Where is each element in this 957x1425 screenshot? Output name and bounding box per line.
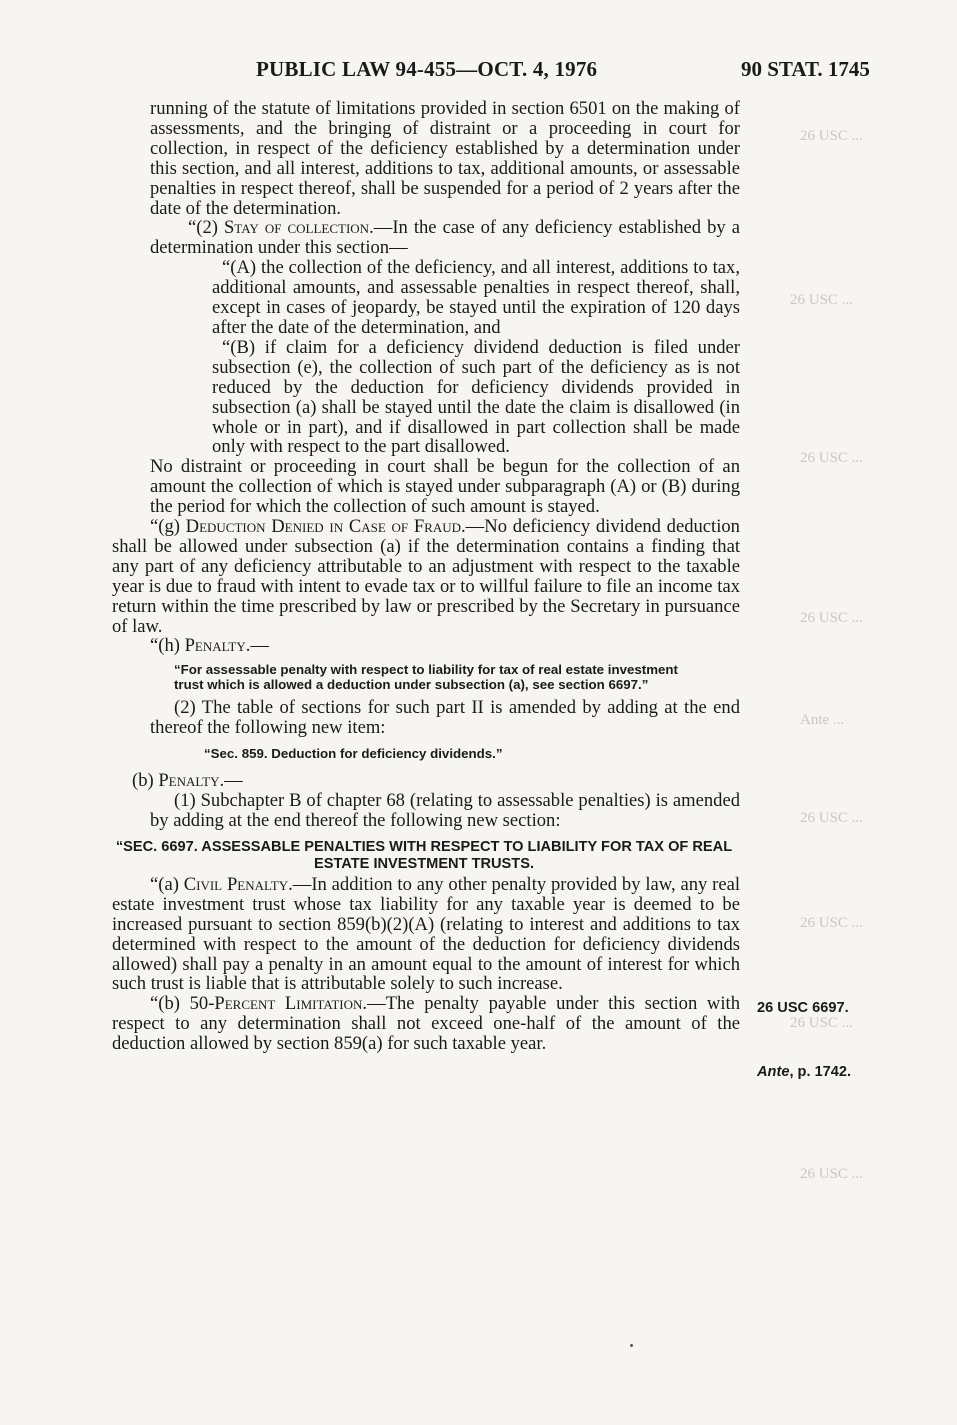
heading-civil-penalty: Civil Penalty. bbox=[183, 873, 293, 895]
paragraph-table-of-sections: (2) The table of sections for such part II is amended by adding at the end thereof the following new item: bbox=[150, 697, 740, 739]
bleed-through-text: 26 USC ... bbox=[800, 1166, 863, 1182]
note-section-859: “Sec. 859. Deduction for deficiency dividends.” bbox=[204, 746, 503, 762]
bleed-through-text: 26 USC ... bbox=[800, 450, 863, 466]
paragraph-b-limitation: “(b) 50-Percent Limitation.—The penalty payable under this section with respect to any determination shall not exceed one-half of the amount of the deduction allowed by section 859(a) for such taxable year. bbox=[112, 993, 740, 1055]
heading-penalty-h: Penalty. bbox=[184, 635, 251, 657]
paragraph-statute: running of the statute of limitations provided in section 6501 on the making of assessments, and the bringing of distraint or a proceeding in court for collection, in respect of the deficiency established by a determination under this section, and all interest, additions to tax, additional amounts, or assessable penalties in respect thereof, shall be suspended for a period of 2 years after the date of the determination. bbox=[150, 98, 740, 219]
page-header-stat: 90 STAT. 1745 bbox=[741, 57, 870, 81]
paragraph-no-distraint: No distraint or proceeding in court shall be begun for the collection of an amount the collection of which is stayed under subparagraph (A) or (B) during the period for which the collection of such amount is stayed. bbox=[150, 456, 740, 518]
heading-limitation: 50-Percent Limitation. bbox=[189, 993, 368, 1015]
subparagraph-b: “(B) if claim for a deficiency dividend deduction is filed under subsection (e), the collection of such part of the deficiency as is not reduced by the deduction for deficiency dividends provided in subsection (a) shall be stayed until the date the claim is disallowed (in whole or in part), and if disallowed in part collection shall be made only with respect to the part disallowed. bbox=[212, 336, 740, 458]
paragraph-subchapter-b: (1) Subchapter B of chapter 68 (relating to assessable penalties) is amended by adding at the end thereof the following new section: bbox=[150, 790, 740, 831]
bleed-through-text: 26 USC ... bbox=[800, 915, 863, 931]
bleed-through-text: 26 USC ... bbox=[800, 810, 863, 826]
bleed-through-text: 26 USC ... bbox=[790, 292, 853, 308]
paragraph-stay-of-collection: “(2) Stay of collection.—In the case of any deficiency established by a determination under this section— bbox=[150, 217, 740, 259]
body-text bbox=[112, 99, 740, 1054]
heading-fraud: Deduction Denied in Case of Fraud. bbox=[185, 516, 466, 538]
note-assessable-penalty: “For assessable penalty with respect to liability for tax of real estate investment trust which is allowed a deduction under subsection (a), see section 6697.” bbox=[174, 662, 678, 693]
bleed-through-text: 26 USC ... bbox=[800, 610, 863, 626]
heading-stay-of-collection: Stay of collection. bbox=[223, 217, 374, 239]
paragraph-b-penalty: (b) Penalty.— bbox=[132, 770, 243, 792]
paragraph-g-fraud: “(g) Deduction Denied in Case of Fraud.—No deficiency dividend deduction shall be allowed under subsection (a) if the determination contains a finding that any part of any deficiency attributable to an adjustment with respect to the taxable year is due to fraud with intent to evade tax or to willful failure to file an income tax return within the time prescribed by law or prescribed by the Secretary in pursuance of law. bbox=[112, 516, 740, 637]
margin-note-ante: Ante, p. 1742. bbox=[757, 1064, 852, 1080]
bleed-through-text: 26 USC ... bbox=[790, 1015, 853, 1031]
subparagraph-a: “(A) the collection of the deficiency, and all interest, additions to tax, additional amounts, and assessable penalties in respect thereof, shall, except in cases of jeopardy, be stayed until the expiration of 120 days after the date of the determination, and bbox=[212, 257, 740, 338]
bleed-through-text: 26 USC ... bbox=[800, 128, 863, 144]
speck bbox=[630, 1344, 633, 1347]
paragraph-a-civil-penalty: “(a) Civil Penalty.—In addition to any other penalty provided by law, any real estate investment trust whose tax liability for any taxable year is deemed to be increased pursuant to section 859(b)(2)(A) (relating to interest and additions to tax determined with respect to the amount of the deduction for deficiency dividends allowed) shall pay a penalty in an amount equal to the amount of interest for which such trust is liable that is attributable solely to such increase. bbox=[112, 873, 741, 995]
bleed-through-text: Ante ... bbox=[800, 712, 845, 728]
section-6697-heading: “SEC. 6697. ASSESSABLE PENALTIES WITH RESPECT TO LIABILITY FOR TAX OF REAL ESTATE INVESTMENT TRUSTS. bbox=[115, 838, 733, 872]
page-header-title: PUBLIC LAW 94-455—OCT. 4, 1976 bbox=[256, 57, 598, 81]
margin-note-usc: 26 USC 6697. bbox=[757, 1000, 849, 1016]
heading-penalty-b: Penalty. bbox=[158, 770, 225, 792]
paragraph-h-penalty: “(h) Penalty.— bbox=[150, 635, 269, 657]
